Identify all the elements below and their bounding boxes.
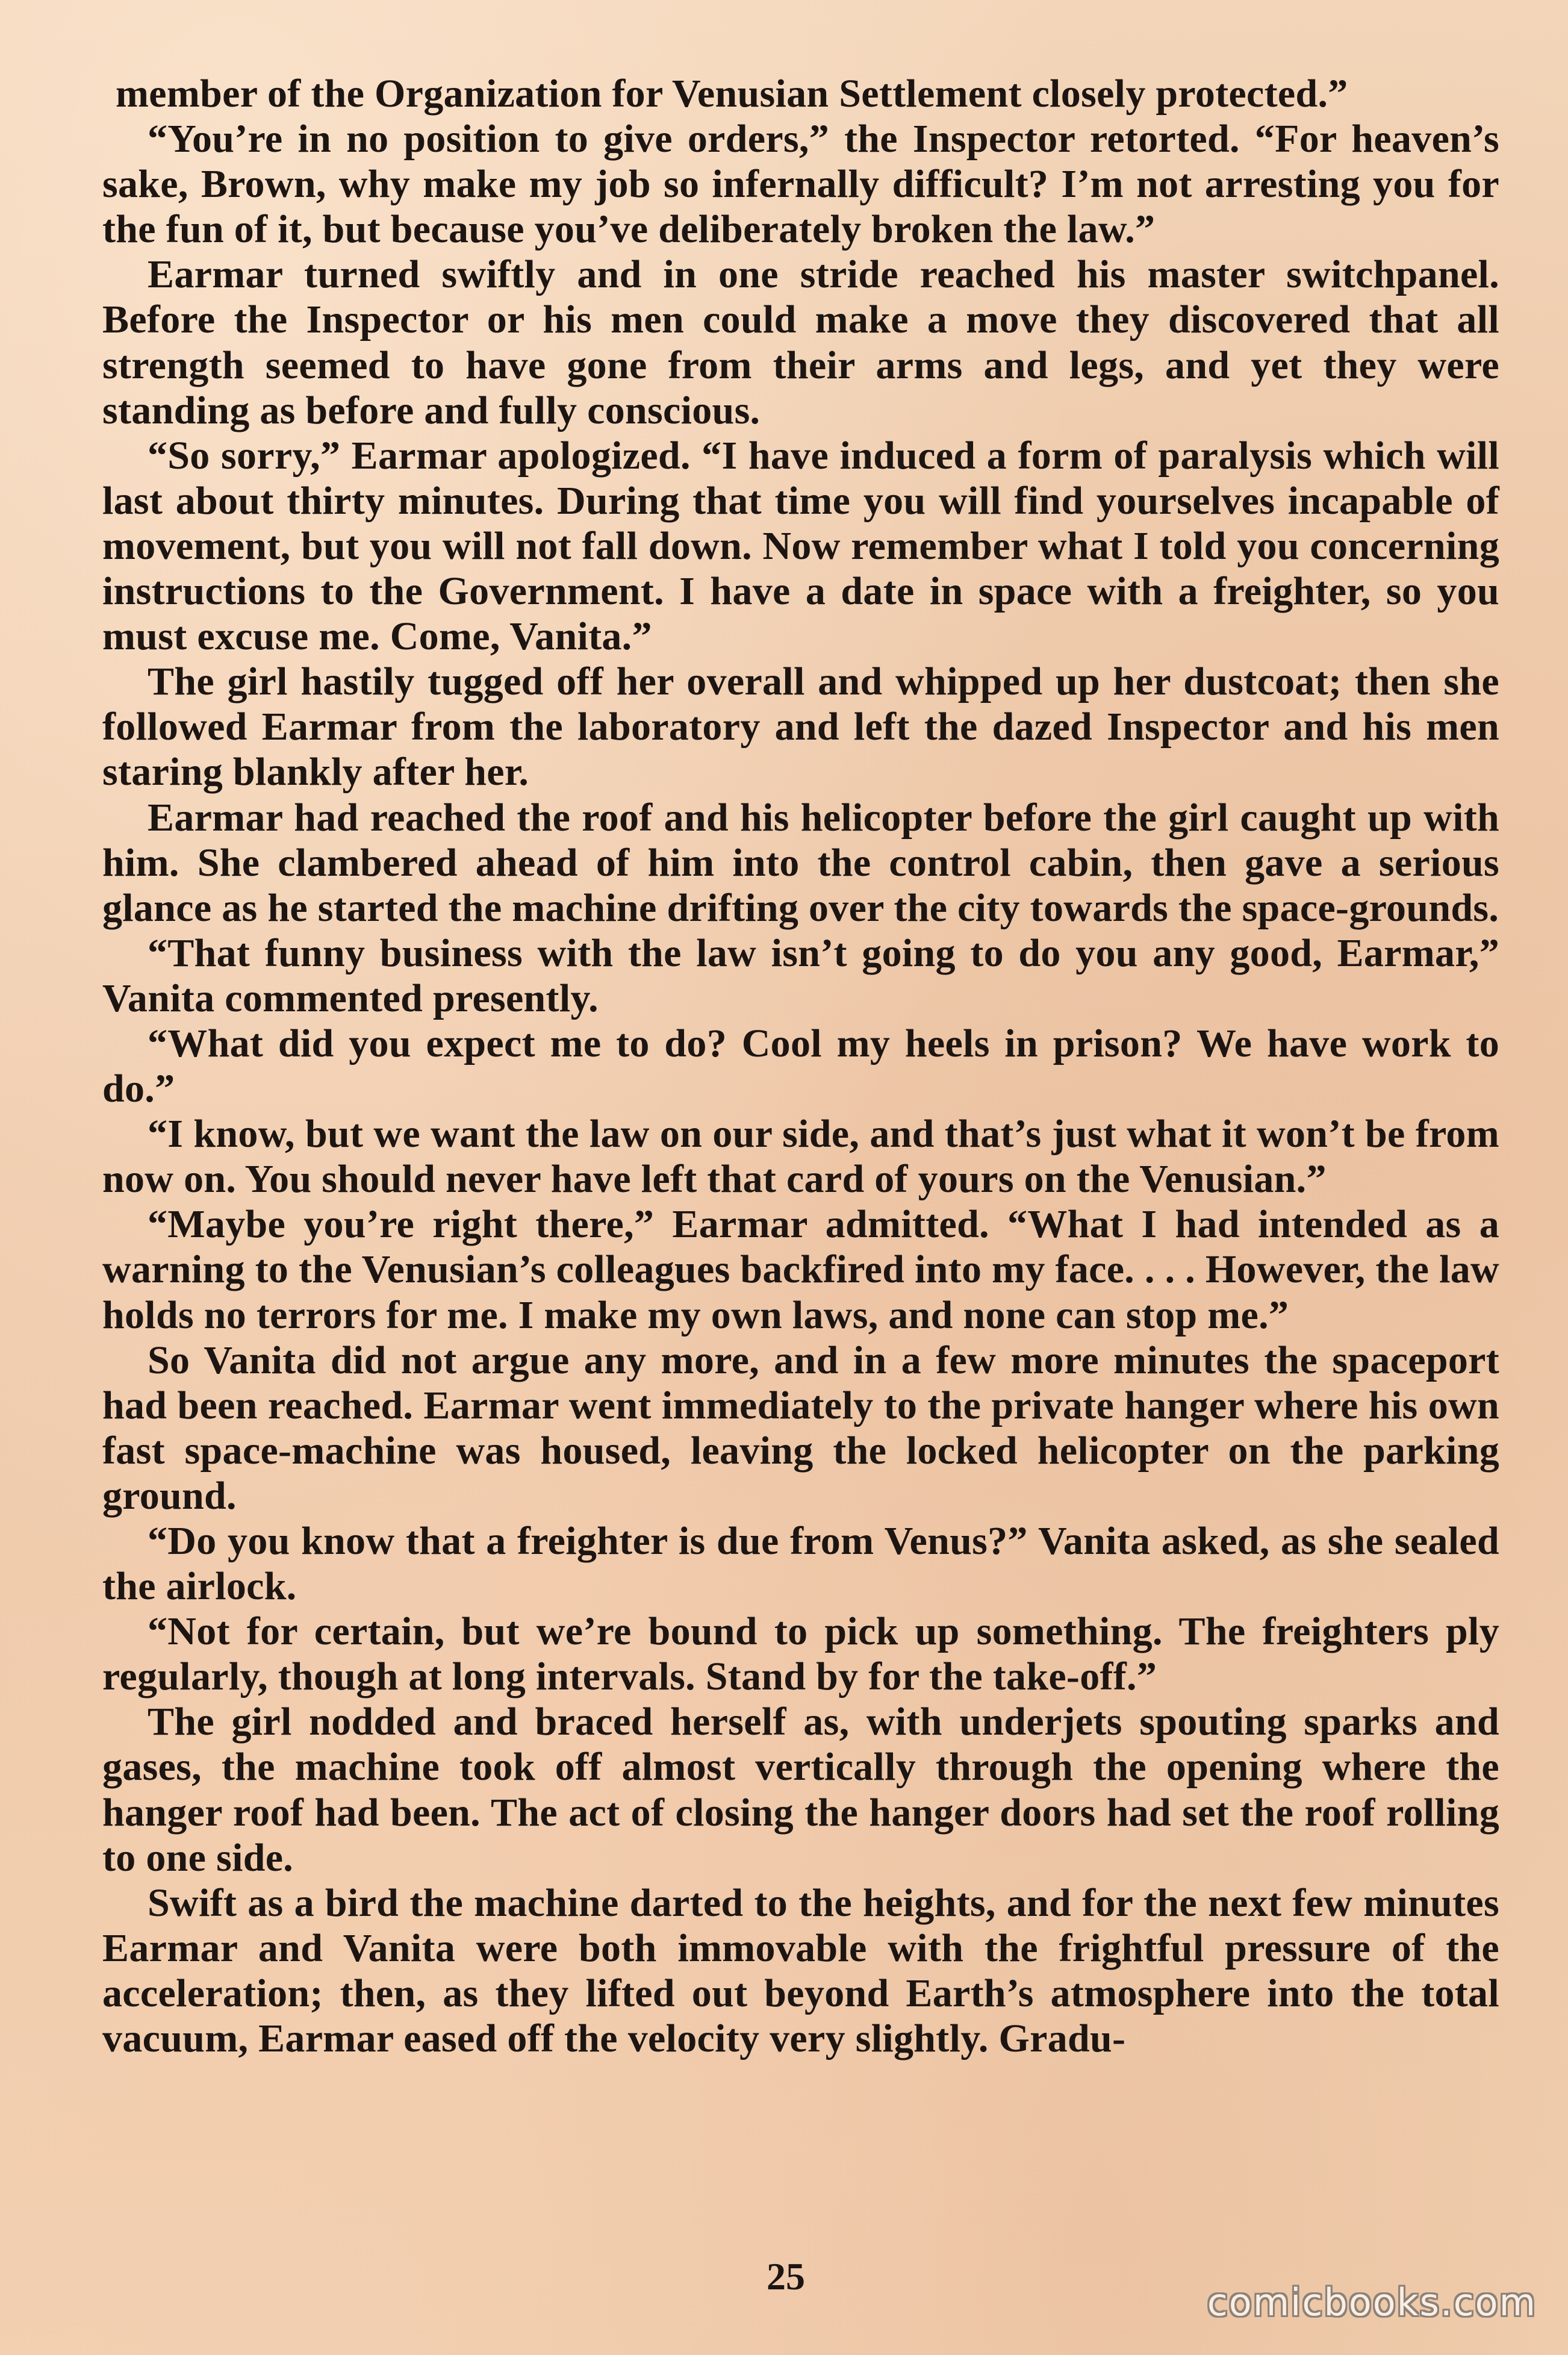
paragraph-11: So Vanita did not argue any more, and in a few more minutes the spaceport had been reached. Earmar went immediately to the private hanger where his own fast space-machine was housed, leaving the locked helicopter on the parking ground. [102, 1338, 1499, 1518]
paragraph-1: member of the Organization for Venusian Settlement closely protected.” [116, 72, 1348, 116]
page-number: 25 [767, 2255, 805, 2298]
paragraph-6: Earmar had reached the roof and his helicopter before the girl caught up with him. She clambered ahead of him into the control cabin, then gave a serious glance as he started the machine drifting over the city towards the space-grounds. [102, 795, 1499, 930]
paragraph-9: “I know, but we want the law on our side, and that’s just what it won’t be from now on. You should never have left that card of yours on the Venusian.” [102, 1112, 1499, 1202]
paragraph-8: “What did you expect me to do? Cool my heels in prison? We have work to do.” [102, 1021, 1499, 1111]
paragraph-14: The girl nodded and braced herself as, with underjets spouting sparks and gases, the machine took off almost vertically through the opening where the hanger roof had been. The act of closing the hanger doors had set the roof rolling to one side. [102, 1700, 1499, 1880]
paragraph-4: “So sorry,” Earmar apologized. “I have induced a form of paralysis which will last about thirty minutes. During that time you will find yourselves incapable of movement, but you will not fall down. Now remember what I told you concerning instructions to the Government. I have a date in space with a freighter, so you must excuse me. Come, Vanita.” [102, 433, 1499, 659]
watermark: comicbooks.com [1207, 2280, 1537, 2324]
paragraph-5: The girl hastily tugged off her overall and whipped up her dustcoat; then she followed Earmar from the laboratory and left the dazed Inspector and his men staring blankly after her. [102, 660, 1499, 794]
paragraph-2: “You’re in no position to give orders,” the Inspector retorted. “For heaven’s sake, Brown, why make my job so infernally difficult? I’m not arresting you for the fun of it, but because you’ve deliberately broken the law.” [102, 117, 1499, 252]
paragraph-7: “That funny business with the law isn’t going to do you any good, Earmar,” Vanita commented presently. [102, 931, 1499, 1020]
paragraph-10: “Maybe you’re right there,” Earmar admitted. “What I had intended as a warning to the Venusian’s colleagues backfired into my face. . . . However, the law holds no terrors for me. I make my own laws, and none can stop me.” [102, 1202, 1499, 1337]
paragraph-3: Earmar turned swiftly and in one stride reached his master switchpanel. Before the Inspector or his men could make a move they discovered that all strength seemed to have gone from their arms and legs, and yet they were standing as before and fully conscious. [102, 252, 1499, 432]
paragraph-15: Swift as a bird the machine darted to the heights, and for the next few minutes Earmar and Vanita were both immovable with the frightful pressure of the acceleration; then, as they lifted out beyond Earth’s atmosphere into the total vacuum, Earmar eased off the velocity very slightly. Gradu- [102, 1880, 1499, 2061]
paragraph-12: “Do you know that a freighter is due from Venus?” Vanita asked, as she sealed the airlock. [102, 1519, 1499, 1609]
paragraph-13: “Not for certain, but we’re bound to pick up something. The freighters ply regularly, though at long intervals. Stand by for the take-off.” [102, 1609, 1499, 1699]
book-page-text [102, 71, 1499, 2227]
